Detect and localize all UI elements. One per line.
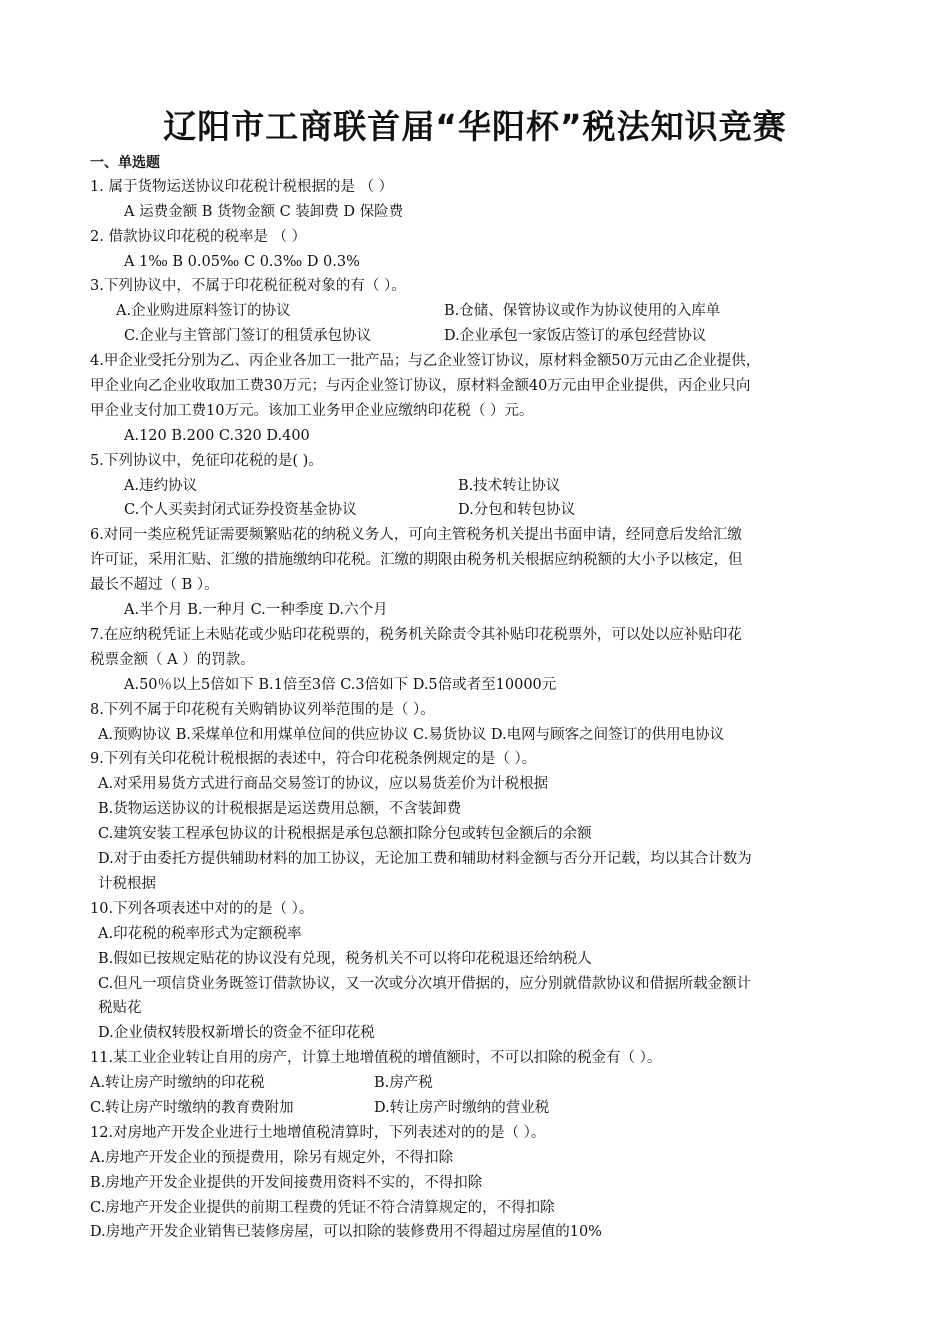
question-10-option-c-cont: 税贴花 <box>98 1000 142 1016</box>
question-3: 3.下列协议中，不属于印花税征税对象的有（ ）。 <box>90 278 406 294</box>
question-12: 12.对房地产开发企业进行土地增值税清算时，下列表述对的的是（ ）。 <box>90 1125 546 1141</box>
question-8: 8.下列不属于印花税有关购销协议列举范围的是（ ）。 <box>90 702 435 718</box>
question-9-option-d: D.对于由委托方提供辅助材料的加工协议，无论加工费和辅助材料金额与否分开记载，均以其合计数为 <box>98 851 752 867</box>
question-6: 6.对同一类应税凭证需要频繁贴花的纳税义务人，可向主管税务机关提出书面申请，经同意后发给汇缴 <box>90 527 742 543</box>
question-4-line-3: 甲企业支付加工费10万元。该加工业务甲企业应缴纳印花税（ ）元。 <box>90 403 534 419</box>
question-3-option-c: C.企业与主管部门签订的租赁承包协议 <box>124 328 372 344</box>
question-7-options: A.50％以上5倍如下 B.1倍至3倍 C.3倍如下 D.5倍或者至10000元 <box>124 677 557 693</box>
question-5: 5.下列协议中，免征印花税的是( )。 <box>90 453 323 469</box>
question-12-option-a: A.房地产开发企业的预提费用，除另有规定外，不得扣除 <box>90 1150 454 1166</box>
question-11: 11.某工业企业转让自用的房产，计算土地增值税的增值额时，不可以扣除的税金有（ ）。 <box>90 1050 662 1066</box>
question-11-option-a: A.转让房产时缴纳的印花税 <box>90 1075 265 1091</box>
question-10-option-a: A.印花税的税率形式为定额税率 <box>98 926 302 942</box>
question-6-options: A.半个月 B.一种月 C.一种季度 D.六个月 <box>124 602 388 618</box>
question-6-line-3: 最长不超过（ B ）。 <box>90 577 219 593</box>
question-10: 10.下列各项表述中对的的是（ ）。 <box>90 901 314 917</box>
section-heading: 一、单选题 <box>90 155 160 171</box>
question-9-option-b: B.货物运送协议的计税根据是运送费用总额，不含装卸费 <box>98 801 462 817</box>
question-5-option-a: A.违约协议 <box>124 478 198 494</box>
question-9-option-d-cont: 计税根据 <box>98 876 156 892</box>
question-1: 1. 属于货物运送协议印花税计税根据的是 （ ） <box>90 179 394 195</box>
document-title: 辽阳市工商联首届“华阳杯”税法知识竞赛 <box>163 107 787 146</box>
question-5-option-c: C.个人买卖封闭式证券投资基金协议 <box>124 502 357 518</box>
question-11-option-b: B.房产税 <box>374 1075 433 1091</box>
question-4-options: A.120 B.200 C.320 D.400 <box>124 428 310 444</box>
question-2-options: A 1‰ B 0.05‰ C 0.3‰ D 0.3% <box>124 254 360 270</box>
question-3-option-d: D.企业承包一家饭店签订的承包经营协议 <box>444 328 707 344</box>
question-10-option-b: B.假如已按规定贴花的协议没有兑现，税务机关不可以将印花税退还给纳税人 <box>98 951 592 967</box>
question-7: 7.在应纳税凭证上未贴花或少贴印花税票的，税务机关除责令其补贴印花税票外，可以处以应补贴印花 <box>90 627 742 643</box>
question-11-option-c: C.转让房产时缴纳的教育费附加 <box>90 1100 294 1116</box>
question-12-option-b: B.房地产开发企业提供的开发间接费用资料不实的，不得扣除 <box>90 1175 483 1191</box>
question-10-option-c: C.但凡一项信贷业务既签订借款协议，又一次或分次填开借据的，应分别就借款协议和借据所载金额计 <box>98 976 752 992</box>
question-5-option-b: B.技术转让协议 <box>458 478 561 494</box>
question-4-line-2: 甲企业向乙企业收取加工费30万元；与丙企业签订协议，原材料金额40万元由甲企业提供，丙企业只向 <box>90 378 751 394</box>
question-2: 2. 借款协议印花税的税率是 （ ） <box>90 229 307 245</box>
question-3-option-a: A.企业购进原料签订的协议 <box>116 303 291 319</box>
question-12-option-c: C.房地产开发企业提供的前期工程费的凭证不符合清算规定的，不得扣除 <box>90 1200 555 1216</box>
question-9-option-a: A.对采用易货方式进行商品交易签订的协议，应以易货差价为计税根据 <box>98 776 549 792</box>
question-9: 9.下列有关印花税计税根据的表述中，符合印花税条例规定的是（ ）。 <box>90 751 537 767</box>
question-10-option-d: D.企业债权转股权新增长的资金不征印花税 <box>98 1025 375 1041</box>
question-3-option-b: B.仓储、保管协议或作为协议使用的入库单 <box>444 303 721 319</box>
question-7-line-2: 税票金额（ A ）的罚款。 <box>90 652 255 668</box>
question-5-option-d: D.分包和转包协议 <box>458 502 576 518</box>
question-8-options: A.预购协议 B.采煤单位和用煤单位间的供应协议 C.易货协议 D.电网与顾客之间签订的供用电协议 <box>98 727 725 743</box>
question-6-line-2: 许可证，采用汇贴、汇缴的措施缴纳印花税。汇缴的期限由税务机关根据应纳税额的大小予以核定，但 <box>90 552 743 568</box>
question-11-option-d: D.转让房产时缴纳的营业税 <box>374 1100 550 1116</box>
question-9-option-c: C.建筑安装工程承包协议的计税根据是承包总额扣除分包或转包金额后的余额 <box>98 826 592 842</box>
question-12-option-d: D.房地产开发企业销售已装修房屋，可以扣除的装修费用不得超过房屋值的10% <box>90 1224 602 1240</box>
question-1-options: A 运费金额 B 货物金额 C 装卸费 D 保险费 <box>124 204 404 220</box>
question-4: 4.甲企业受托分别为乙、丙企业各加工一批产品；与乙企业签订协议，原材料金额50万元由乙企业提供， <box>90 353 761 369</box>
